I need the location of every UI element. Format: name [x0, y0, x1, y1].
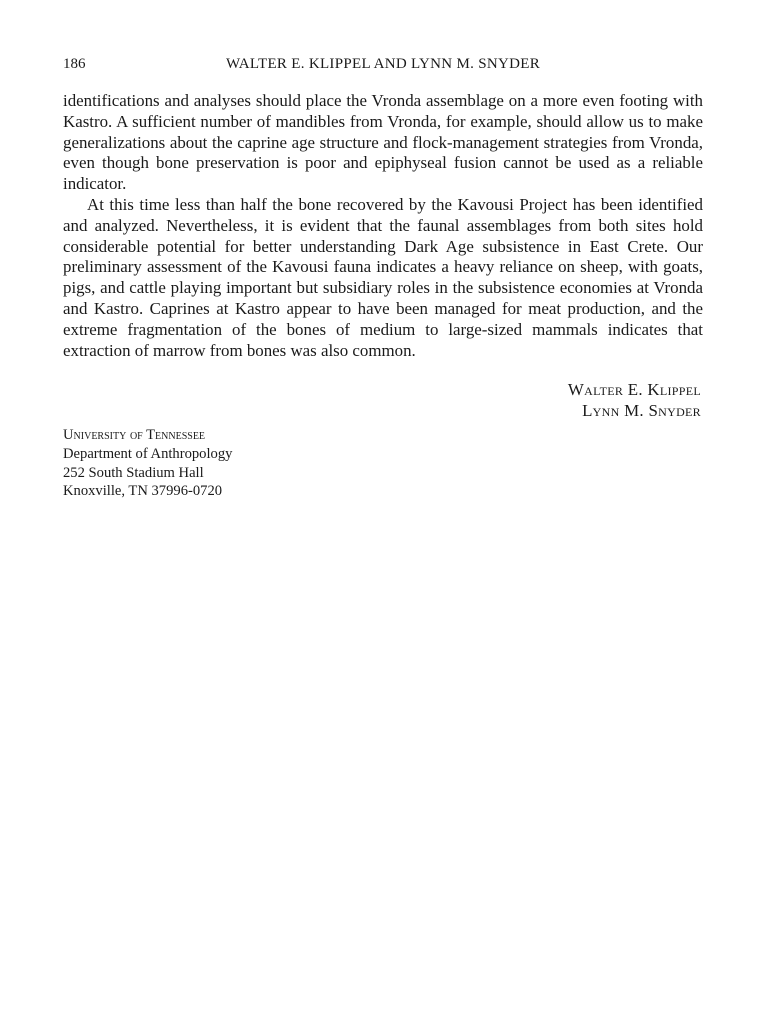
author-signature: [568, 379, 701, 421]
running-title: WALTER E. KLIPPEL AND LYNN M. SNYDER: [225, 56, 541, 72]
paragraph-continued: identifications and analyses should place the Vronda assemblage on a more even footing with Kastro. A sufficient number of mandibles from Vronda, for example, should allow us to make generalizations about the caprine age structure and flock-management strategies from Vronda, even though bone preservation is poor and epiphyseal fusion cannot be used as a reliable indicator.: [63, 91, 703, 194]
author-affiliation: [63, 426, 232, 501]
affiliation-department: Department of Anthropology: [63, 445, 233, 462]
page-number: 186: [63, 56, 86, 72]
body-text: [63, 91, 703, 361]
affiliation-city: Knoxville, TN 37996-0720: [63, 483, 223, 500]
paragraph-conclusion: At this time less than half the bone recovered by the Kavousi Project has been identified and analyzed. Nevertheless, it is evident that the faunal assemblages from both sites hold considerable potential for better understanding Dark Age subsistence in East Crete. Our preliminary assessment of the Kavousi fauna indicates a heavy reliance on sheep, with goats, pigs, and cattle playing important but subsidiary roles in the subsistence economies at Vronda and Kastro. Caprines at Kastro appear to have been managed for meat production, and the extreme fragmentation of the bones of medium to large-sized mammals indicates that extraction of marrow from bones was also common.: [63, 194, 703, 360]
author-name-2: Lynn M. Snyder: [582, 401, 701, 420]
running-head: [63, 54, 703, 74]
author-name-1: Walter E. Klippel: [567, 380, 701, 399]
affiliation-street: 252 South Stadium Hall: [63, 464, 204, 481]
affiliation-university: University of Tennessee: [63, 427, 206, 443]
